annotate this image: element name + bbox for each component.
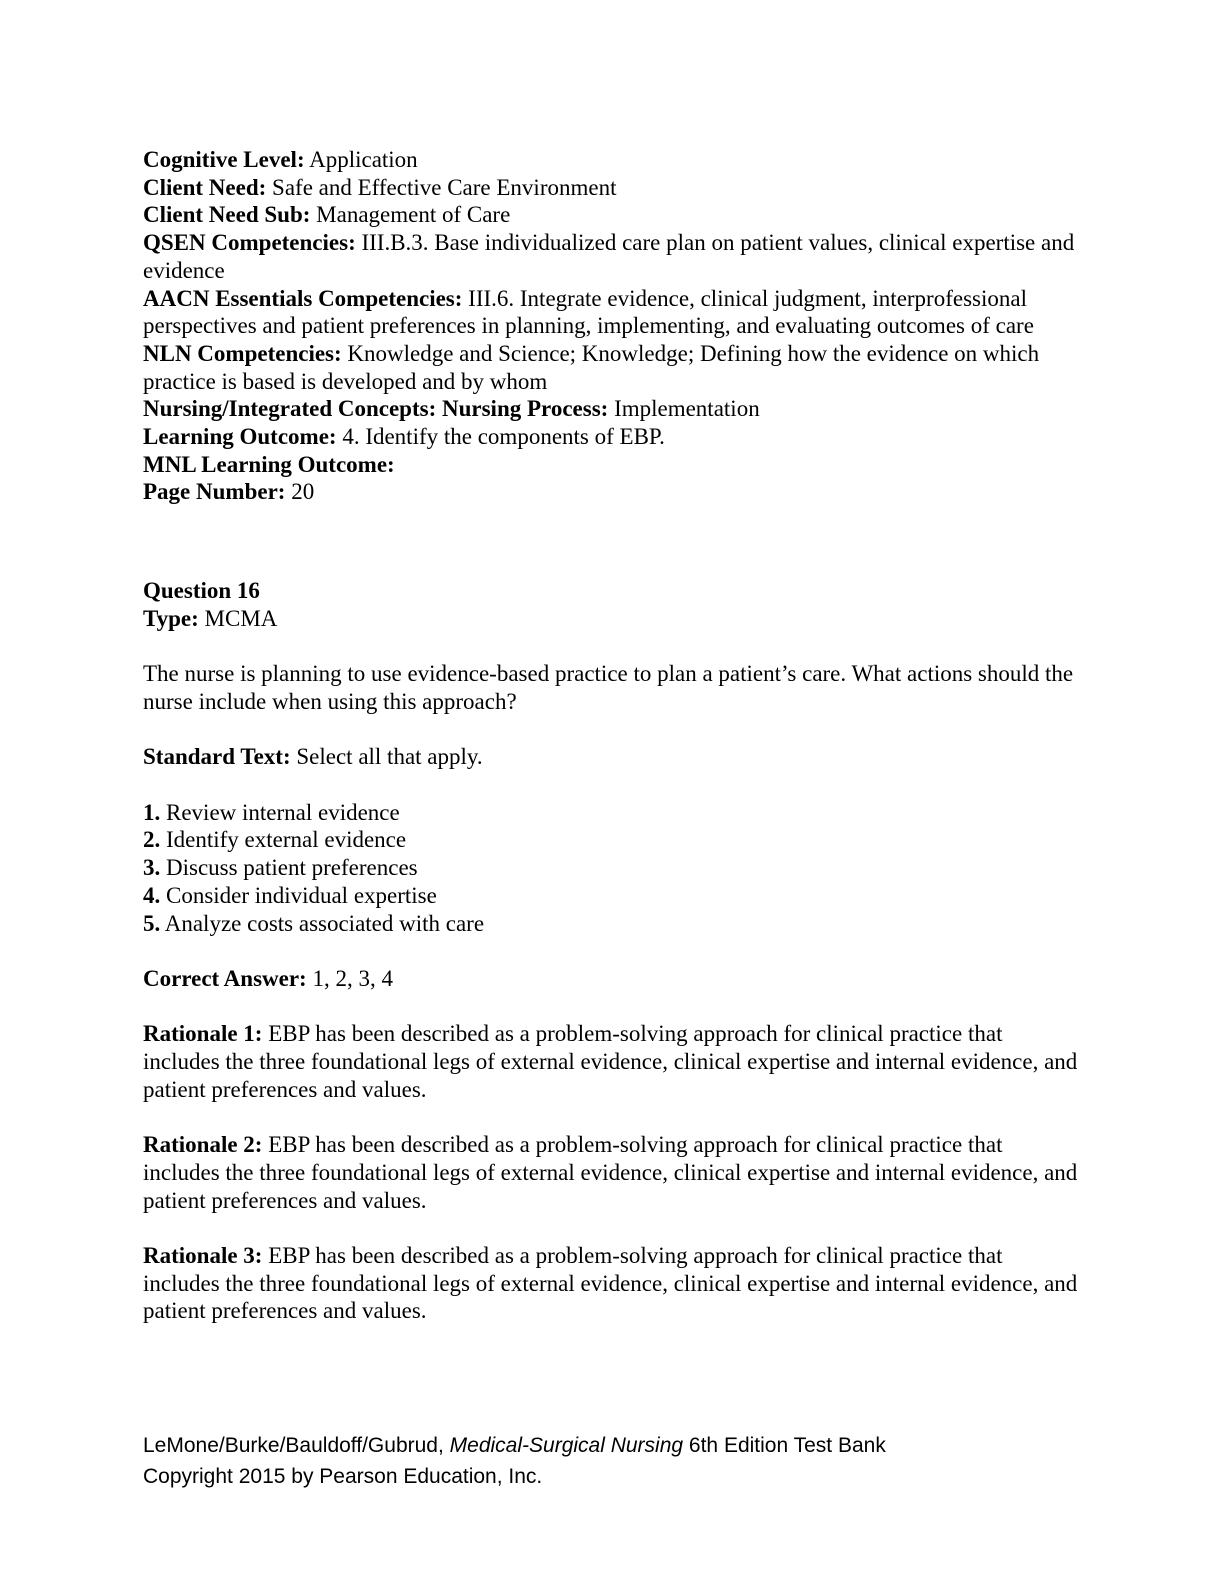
type-value: MCMA [204,605,278,631]
meta-text: Application [309,147,418,172]
option-number: 1. [143,799,161,825]
footer-book-line [143,1430,1083,1461]
meta-line-page-number [143,478,1083,506]
meta-label: Client Need Sub: [143,202,311,228]
meta-line-cognitive-level [143,146,1083,174]
correct-answer-line [143,965,1083,993]
meta-line-client-need-sub [143,201,1083,229]
page-footer [143,1430,1083,1492]
question-heading: Question 16 [143,578,260,604]
rationale-text: EBP has been described as a problem-solving approach for clinical practice that includes the three foundational legs of external evidence, clinical expertise and internal evidence, and patient preferences and values. [143,1242,1078,1324]
standard-text-label: Standard Text: [143,744,291,770]
option-text: Consider individual expertise [166,882,437,908]
option-number: 3. [143,855,161,881]
option-1 [143,799,1083,827]
meta-line-learning-outcome [143,423,1083,451]
meta-line-client-need [143,174,1083,202]
rationale-1 [143,1020,1083,1103]
type-label: Type: [143,605,199,631]
meta-line-nursing-concepts [143,395,1083,423]
meta-text: 20 [291,479,315,505]
question-stem: The nurse is planning to use evidence-based practice to plan a patient’s care. What actions should the nurse include when using this approach? [143,661,1074,714]
meta-label: Client Need: [143,174,267,200]
option-4 [143,882,1083,910]
rationale-text: EBP has been described as a problem-solving approach for clinical practice that includes the three foundational legs of external evidence, clinical expertise and internal evidence, and patient preferences and values. [143,1132,1078,1213]
footer-edition: 6th Edition Test Bank [688,1434,886,1457]
meta-line-nln-competencies [143,340,1083,395]
page-content [143,146,1083,1325]
meta-label: AACN Essentials Competencies: [143,285,463,311]
meta-line-qsen-competencies [143,229,1083,284]
option-text: Analyze costs associated with care [164,910,485,936]
option-number: 5. [143,910,161,936]
meta-line-aacn-competencies [143,285,1083,340]
footer-authors: LeMone/Burke/Bauldoff/Gubrud, [143,1434,444,1457]
meta-label: Nursing/Integrated Concepts: Nursing Process: [143,396,609,422]
footer-copyright-line: Copyright 2015 by Pearson Education, Inc. [143,1465,543,1488]
rationale-label: Rationale 3: [143,1242,263,1268]
rationale-2 [143,1131,1083,1214]
rationale-text: EBP has been described as a problem-solving approach for clinical practice that includes the three foundational legs of external evidence, clinical expertise and internal evidence, and patient preferences and values. [143,1021,1078,1102]
meta-label: QSEN Competencies: [143,230,356,256]
meta-text: III.B.3. Base individualized care plan on patient values, clinical expertise and evidence [143,230,1075,283]
meta-line-mnl-learning-outcome [143,451,1083,479]
meta-text: Management of Care [316,202,511,228]
option-3 [143,854,1083,882]
options-list [143,799,1083,938]
rationale-label: Rationale 1: [143,1021,263,1047]
rationale-label: Rationale 2: [143,1132,263,1158]
standard-text-line [143,743,1083,771]
meta-text: 4. Identify the components of EBP. [342,424,665,450]
question-type-line [143,605,1083,633]
option-text: Review internal evidence [166,799,400,825]
meta-label: NLN Competencies: [143,340,342,366]
option-number: 2. [143,827,161,853]
meta-text: Knowledge and Science; Knowledge; Defining how the evidence on which practice is based is developed and by whom [143,340,1040,394]
standard-text-value: Select all that apply. [296,744,483,770]
meta-label: Cognitive Level: [143,147,305,172]
meta-label: Page Number: [143,479,286,505]
footer-book-title: Medical-Surgical Nursing [449,1434,684,1457]
option-text: Identify external evidence [166,827,407,853]
meta-label: Learning Outcome: [143,424,337,450]
correct-answer-label: Correct Answer: [143,965,307,991]
meta-text: Safe and Effective Care Environment [272,174,617,200]
rationale-3 [143,1242,1083,1325]
option-text: Discuss patient preferences [166,855,418,881]
option-number: 4. [143,882,161,908]
meta-text: III.6. Integrate evidence, clinical judgment, interprofessional perspectives and patient preferences in planning, implementing, and evaluating outcomes of care [143,285,1034,339]
meta-text: Implementation [614,396,760,422]
option-2 [143,826,1083,854]
meta-label: MNL Learning Outcome: [143,451,395,477]
option-5 [143,910,1083,938]
correct-answer-value: 1, 2, 3, 4 [312,965,393,991]
